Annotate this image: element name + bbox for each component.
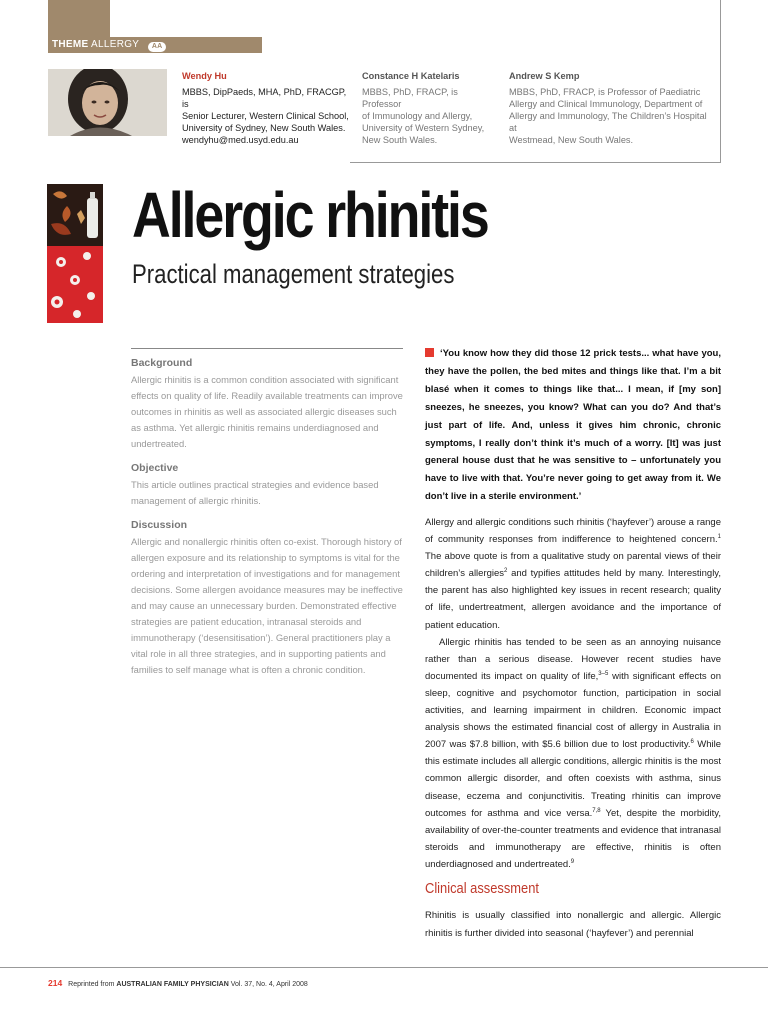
footer-reprinted: Reprinted from [68, 981, 115, 988]
author-line: MBBS, PhD, FRACP, is Professor of Paediatric [509, 87, 701, 97]
objective-text: This article outlines practical strategies and evidence based management of allergic rhinitis. [131, 479, 379, 506]
article-subtitle: Practical management strategies [132, 259, 455, 289]
pull-quote [425, 345, 721, 506]
author-line: Senior Lecturer, Western Clinical School, [182, 111, 349, 121]
discussion-text: Allergic and nonallergic rhinitis often co-exist. Thorough history of allergen exposure and its relationship to symptoms is vital for the ordering and interpretation of investigations and for management decisions. Some allergen avoidance measures may be ineffective and may cause an unnecessary burden. Demonstrated effective strategies are patient education, intranasal steroids and immunotherapy (‘desensitisation’). General practitioners play a vital role in all three strategies, and in supporting patients and families to self manage what is often a chronic condition. [131, 536, 403, 675]
background-heading: Background [131, 357, 193, 369]
allergen-photo [47, 184, 103, 323]
theme-label-bold: THEME [52, 39, 89, 50]
journal-logo-icon: AA [148, 42, 166, 52]
author-line: MBBS, DipPaeds, MHA, PhD, FRACGP, is [182, 87, 347, 109]
author-line: Allergy and Immunology, The Children’s Hospital at [509, 111, 707, 133]
author-name: Andrew S Kemp [509, 71, 580, 81]
author-name: Constance H Katelaris [362, 71, 460, 81]
author-constance-katelaris [362, 70, 492, 146]
author-name: Wendy Hu [182, 71, 227, 81]
abstract [131, 348, 403, 688]
theme-label: ALLERGY [91, 39, 140, 50]
author-photo [48, 69, 167, 136]
author-line: University of Western Sydney, [362, 123, 485, 133]
footer-journal: AUSTRALIAN FAMILY PHYSICIAN [116, 981, 229, 988]
theme-bar [48, 37, 262, 53]
author-line: MBBS, PhD, FRACP, is Professor [362, 87, 458, 109]
page-number: 214 [48, 978, 63, 988]
article-title: Allergic rhinitis [132, 179, 488, 251]
quote-text: ‘You know how they did those 12 prick tests... what have you, they have the pollen, the bed mites and things like that. I’m a bit blasé when it comes to things like that... I mean, if [my son] sneezes, he sneezes, you know? What can you do? And that’s just part of life. And, unless it gives him chronic, chronic symptoms, I really don’t think it’s much of a worry. [It] was just general house dust that he was sensitive to – unfortunately you have to live with that. You’re never going to get away from it. We don’t live in a sterile environment.’ [425, 348, 721, 503]
header-divider-vertical [720, 0, 721, 162]
author-line: Westmead, New South Wales. [509, 135, 634, 145]
header-divider-horizontal [350, 162, 721, 163]
author-andrew-kemp [509, 70, 714, 146]
author-email[interactable]: wendyhu@med.usyd.edu.au [182, 135, 299, 145]
body-text [425, 514, 721, 873]
discussion-heading: Discussion [131, 519, 188, 531]
background-text: Allergic rhinitis is a common condition associated with significant effects on quality of life. Readily available treatments can improve outcomes in rhinitis as well as associated allergic diseases such as asthma. Yet allergic rhinitis remains underdiagnosed and undertreated. [131, 374, 403, 449]
footer-issue: Vol. 37, No. 4, April 2008 [230, 981, 308, 988]
author-line: of Immunology and Allergy, [362, 111, 473, 121]
author-wendy-hu [182, 70, 350, 146]
section-heading-clinical-assessment: Clinical assessment [425, 880, 539, 897]
body-paragraph: Allergic rhinitis has tended to be seen as an annoying nuisance rather than a serious disease. However recent studies have documented its impact on quality of life,$^{3-5}$ with significant effects on sleep, cognitive and psychomotor function, participation in social activities, and learning impairment in children. Economic impact analysis shows the estimated financial cost of allergy in Australia in 2007 was $7.8 billion, with $5.6 billion due to lost productivity.$^6$ While this estimate includes all allergic conditions, allergic rhinitis is the most common allergic disorder, and often coexists with asthma, sinus disease, eczema and conjunctivitis. Treating rhinitis can improve outcomes for asthma and vice versa.$^{7,8}$ Yet, despite the morbidity, availability of over-the-counter treatments and evidence that intranasal steroids and immunotherapy are effective, rhinitis is often underdiagnosed and undertreated.$^9$ [425, 636, 721, 870]
body-paragraph: Allergy and allergic conditions such rhinitis (‘hayfever’) arouse a range of community responses from indifference to heightened concern.$^1$ The above quote is from a qualitative study on parental views of their children’s allergies$^2$ and typifies attitudes held by many. Interestingly, the parent has also highlighted key issues in recent research; quality of life, undertreatment, allergen avoidance and the importance of patient education. [425, 517, 721, 631]
theme-tab [48, 0, 110, 37]
objective-heading: Objective [131, 462, 179, 474]
section-text: Rhinitis is usually classified into nonallergic and allergic. Allergic rhinitis is further divided into seasonal (‘hayfever’) and perennial [425, 910, 721, 939]
footer [48, 978, 308, 988]
author-line: Allergy and Clinical Immunology, Department of [509, 99, 703, 109]
quote-marker-icon [425, 348, 434, 357]
footer-divider [0, 967, 768, 968]
author-line: New South Wales. [362, 135, 438, 145]
author-line: University of Sydney, New South Wales. [182, 123, 346, 133]
